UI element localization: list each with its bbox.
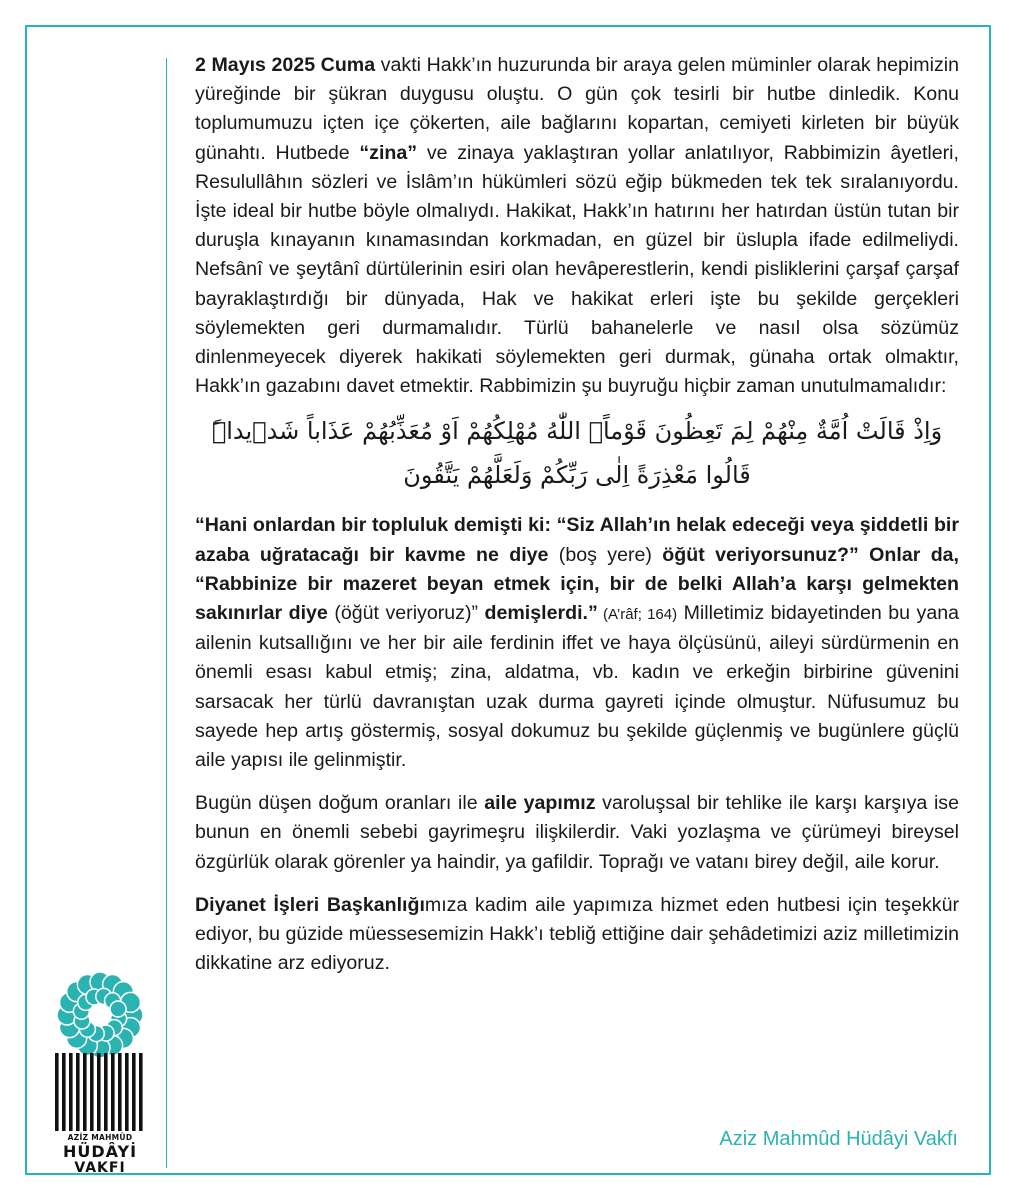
- sidebar-divider: [166, 58, 167, 1168]
- arabic-verse: [195, 409, 959, 497]
- arabic-verse-line-2: قَالُوا مَعْذِرَةً اِلٰى رَبِّكُمْ وَلَعَلَّهُمْ يَتَّقُونَ: [403, 461, 751, 490]
- signature: Aziz Mahmûd Hüdâyi Vakfı: [719, 1128, 958, 1150]
- zina-bold: “zina”: [359, 141, 418, 164]
- logo-line-1: AZİZ MAHMÛD: [67, 1133, 133, 1142]
- paragraph-thanks: Diyanet İşleri Başkanlığımıza kadim aile yapımıza hizmet eden hutbesi için teşekkür ediyor, bu güzide müessesemizin Hakk’ı tebliğ ettiğine dair şehâdetimizi aziz milletimizin dikkatine arz ediyoruz.: [195, 893, 959, 975]
- verse-reference: (A’râf; 164): [597, 606, 678, 624]
- paragraph-translation: “Hani onlardan bir topluluk demişti ki: “Siz Allah’ın helak edeceği veya şiddetli bir azaba uğratacağı bir kavme ne diye (boş yere) öğüt veriyorsunuz?” Onlar da, “Rabbinize bir mazeret beyan etmek için, bir de belki Allah’a karşı gelmekten sakınırlar diye (öğüt veriyoruz)” demişlerdi.” (A’râf; 164) Milletimiz bidayetinden bu yana ailenin kutsallığını ve her bir aile ferdinin iffet ve haya ölçüsünü, aileyi sürdürmenin en önemli esası kabul etmiş; zina, aldatma, vb. kadın ve erkeğin birbirine güvenini sarsacak her türlü davranıştan uzak durma gayreti içinde olmuştur. Nüfusumuz bu sayede hep artış göstermiş, sosyal dokumuz bu şekilde güçlenmiş ve bugünlere güçlü aile yapısı ile gelinmiştir.: [195, 514, 960, 772]
- date-bold: 2 Mayıs 2025 Cuma: [195, 54, 376, 76]
- arabic-verse-line-1: وَاِذْ قَالَتْ اُمَّةٌ مِنْهُمْ لِمَ تَعِظُونَ قَوْماًۙ اللّٰهُ مُهْلِكُهُمْ اَوْ مُعَذِّبُهُمْ عَذَاباً شَد۪يداًۜ: [211, 417, 943, 446]
- logo-line-3: VAKFI: [74, 1160, 126, 1176]
- paragraph-intro: 2 Mayıs 2025 Cuma vakti Hakk’ın huzurunda bir araya gelen müminler olarak hepimizin yüreğinde bir şükran duygusu oluştu. O gün çok tesirli bir hutbe dinledik. Konu toplumumuzu içten içe çökerten, aile bağlarını kopartan, cemiyeti kirleten bir büyük günahtı. Hutbede “zina” ve zinaya yaklaştıran yollar anlatılıyor, Rabbimizin âyetleri, Resulullâhın sözleri ve İslâm’ın hükümleri sözü eğip bükmeden tek tek sıralanıyordu. İşte ideal bir hutbe böyle olmalıydı. Hakikat, Hakk’ın hatırını her hatırdan üstün tutan bir duruşla kınayanın kınamasından korkmadan, en güzel bir üslupla ifade edilmeliydi. Nefsânî ve şeytânî dürtülerinin esiri olan hevâperestlerin, kendi pisliklerini çarşaf çarşaf bayraklaştırdığı bir dünyada, Hak ve hakikat erleri işte bu şekilde gerçekleri söylemekten geri durmamalıdır. Türlü bahanelerle ve nasıl olsa sözümüz dinlenmeyecek diyerek hakikati söylemekten geri durmak, günaha ortak olmaktır, Hakk’ın gazabını davet etmektir. Rabbimizin şu buyruğu hiçbir zaman unutulmamalıdır:: [195, 54, 959, 398]
- letter-body: [195, 51, 959, 978]
- paragraph-family: Bugün düşen doğum oranları ile aile yapımız varoluşsal bir tehlike ile karşı karşıya ise bunun en önemli sebebi gayrimeşru ilişkilerdir. Vaki yozlaşma ve çürümeyi bireysel özgürlük olarak görenler ya haindir, ya gafildir. Toprağı ve vatanı birey değil, aile korur.: [195, 792, 959, 873]
- logo-line-2: HÜDÂYİ: [62, 1142, 138, 1161]
